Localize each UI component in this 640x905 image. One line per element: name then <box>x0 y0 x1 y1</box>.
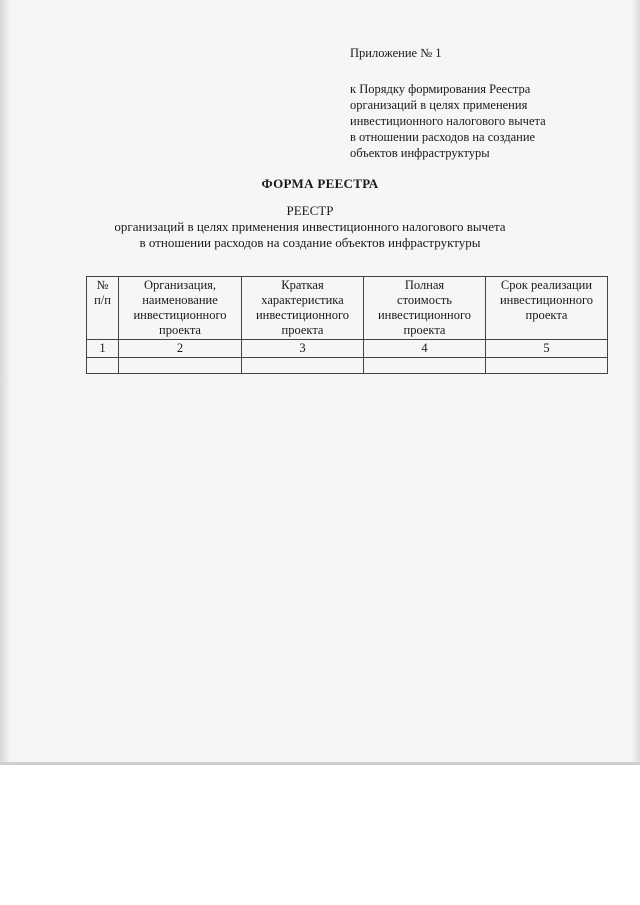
table-cell: 3 <box>242 340 364 358</box>
table-cell: 2 <box>119 340 242 358</box>
table-cell: 4 <box>364 340 486 358</box>
header-cell-number: № п/п <box>87 277 119 340</box>
header-cell-term: Срок реализации инвестиционного проекта <box>486 277 608 340</box>
scan-right-shadow <box>632 0 640 765</box>
registry-subtitle-line1: организаций в целях применения инвестиционного налогового вычета <box>114 219 506 234</box>
table-header-row <box>87 277 608 340</box>
header-cell-cost: Полная стоимость инвестиционного проекта <box>364 277 486 340</box>
table-cell: 5 <box>486 340 608 358</box>
form-title: ФОРМА РЕЕСТРА <box>261 176 379 191</box>
registry-title: РЕЕСТР <box>286 203 334 218</box>
scan-left-shadow <box>0 0 10 765</box>
header-cell-organization: Организация, наименование инвестиционного проекта <box>119 277 242 340</box>
table-cell <box>119 358 242 374</box>
table-row-numbers <box>87 340 608 358</box>
appendix-number: Приложение № 1 <box>350 46 442 60</box>
registry-table <box>86 276 608 374</box>
table-cell <box>87 358 119 374</box>
table-row-empty <box>87 358 608 374</box>
table-cell <box>364 358 486 374</box>
registry-heading <box>0 203 640 251</box>
registry-subtitle-line2: в отношении расходов на создание объектов инфраструктуры <box>139 235 481 250</box>
table-cell <box>486 358 608 374</box>
header-cell-characteristic: Краткая характеристика инвестиционного проекта <box>242 277 364 340</box>
scan-bottom-edge <box>0 762 640 765</box>
table-cell <box>242 358 364 374</box>
table-cell: 1 <box>87 340 119 358</box>
appendix-reference: к Порядку формирования Реестра организаций в целях применения инвестиционного налогового вычета в отношении расходов на создание объектов инфраструктуры <box>350 82 546 160</box>
appendix-block <box>350 45 600 161</box>
